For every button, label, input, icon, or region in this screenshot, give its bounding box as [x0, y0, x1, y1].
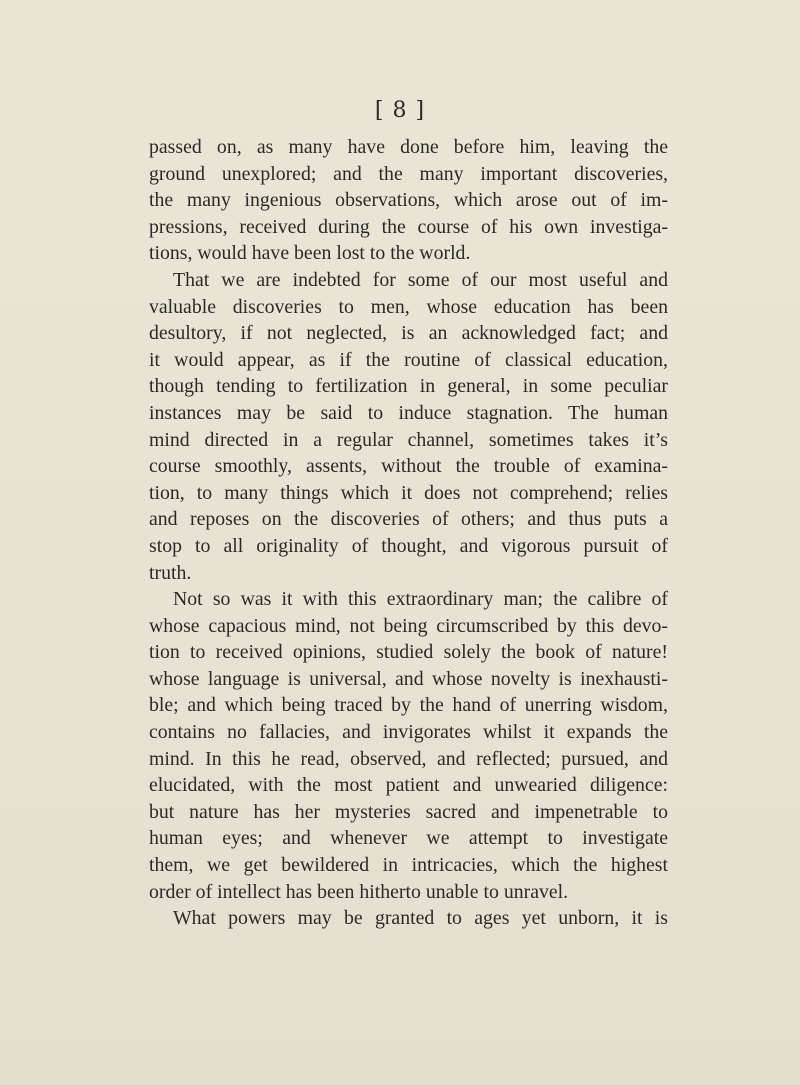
text-line: instances may be said to induce stagnation. The human — [149, 401, 668, 424]
text-line: though tending to fertilization in general, in some peculiar — [149, 375, 668, 398]
text-line: stop to all originality of thought, and vigorous pursuit of — [149, 534, 668, 557]
text-line: truth. — [149, 561, 192, 584]
text-line: elucidated, with the most patient and unwearied diligence: — [149, 774, 668, 797]
text-line: course smoothly, assents, without the trouble of examina- — [149, 455, 668, 478]
text-line: contains no fallacies, and invigorates whilst it expands the — [149, 721, 668, 744]
text-line: pressions, received during the course of his own investiga- — [149, 215, 668, 238]
text-line: them, we get bewildered in intricacies, which the highest — [149, 854, 668, 877]
text-line: ground unexplored; and the many important discoveries, — [149, 162, 668, 185]
body-text — [149, 134, 668, 932]
text-line: and reposes on the discoveries of others; and thus puts a — [149, 508, 668, 531]
page-number: [ 8 ] — [374, 98, 426, 123]
text-line: mind. In this he read, observed, and reflected; pursued, and — [149, 747, 668, 770]
text-line: desultory, if not neglected, is an acknowledged fact; and — [149, 322, 668, 345]
text-line: the many ingenious observations, which arose out of im- — [149, 189, 668, 212]
text-line: tion to received opinions, studied solely the book of nature! — [149, 641, 668, 664]
text-line: whose capacious mind, not being circumscribed by this devo- — [149, 614, 668, 637]
text-line: valuable discoveries to men, whose education has been — [149, 295, 668, 318]
text-line: That we are indebted for some of our most useful and — [173, 268, 668, 291]
text-line: human eyes; and whenever we attempt to investigate — [149, 827, 668, 850]
text-line: tions, would have been lost to the world. — [149, 242, 471, 265]
text-line: it would appear, as if the routine of classical education, — [149, 348, 668, 371]
text-line: order of intellect has been hitherto unable to unravel. — [149, 880, 569, 903]
text-line: but nature has her mysteries sacred and impenetrable to — [149, 800, 668, 823]
text-line: ble; and which being traced by the hand of unerring wisdom, — [149, 694, 668, 717]
text-line: tion, to many things which it does not comprehend; relies — [149, 481, 668, 504]
text-line: mind directed in a regular channel, sometimes takes it’s — [149, 428, 668, 451]
text-line: Not so was it with this extraordinary man; the calibre of — [173, 588, 668, 611]
text-line: whose language is universal, and whose novelty is inexhausti- — [149, 667, 668, 690]
text-line: passed on, as many have done before him, leaving the — [149, 136, 668, 158]
text-line: What powers may be granted to ages yet unborn, it is — [173, 907, 668, 930]
